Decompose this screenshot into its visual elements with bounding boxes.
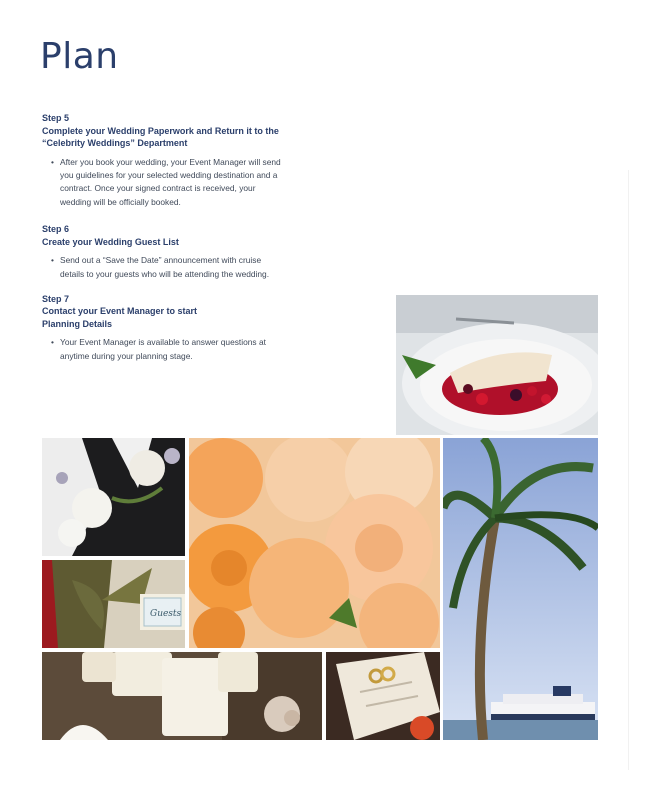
step-7-heading-line-2: Planning Details [42, 318, 113, 329]
step-5 [42, 112, 342, 209]
guest-card-text: Guests [150, 609, 182, 619]
step-7 [42, 293, 342, 363]
bullet-line: anytime during your planning stage. [60, 350, 193, 361]
candles-photo [42, 652, 322, 740]
step-6-bullet [60, 254, 342, 281]
step-6-bullets [42, 254, 342, 281]
step-6-heading-line-1: Create your Wedding Guest List [42, 236, 179, 247]
bullet-line: • Send out a “Save the Date” announcement with cruise [60, 255, 262, 266]
step-5-number: Step 5 [42, 113, 70, 123]
dessert-photo [396, 295, 598, 435]
step-5-heading-line-2: “Celebrity Weddings” Department [42, 138, 188, 148]
rings-image [326, 652, 440, 740]
page-title: Plan [40, 36, 119, 77]
rings-photo [326, 652, 440, 740]
ribbon-card-photo [42, 560, 185, 648]
palm-ship-photo [443, 438, 598, 740]
step-5-bullet [60, 156, 342, 210]
step-6-number: Step 6 [42, 224, 70, 235]
step-5-bullets [42, 156, 342, 210]
candles-image [42, 652, 322, 740]
page-edge-line [628, 170, 629, 770]
boutonniere-image [42, 438, 185, 556]
step-6 [42, 223, 342, 281]
boutonniere-photo [42, 438, 185, 556]
roses-photo [189, 438, 440, 648]
steps-list [42, 112, 342, 373]
ribbon-card-image [42, 560, 185, 648]
dessert-image [396, 295, 598, 435]
step-7-bullet [60, 336, 342, 363]
palm-ship-image [443, 438, 598, 740]
step-7-bullets [42, 336, 342, 363]
step-7-number: Step 7 [42, 293, 70, 304]
step-7-heading-line-1: Contact your Event Manager to start [42, 306, 198, 317]
bullet-line: details to your guests who will be attending the wedding. [60, 268, 270, 279]
roses-image [189, 438, 440, 648]
bullet-line: you guidelines for your selected wedding destination and a [60, 169, 278, 180]
step-5-heading-line-1: Complete your Wedding Paperwork and Return it to the [42, 125, 279, 136]
bullet-line: • Your Event Manager is available to answer questions at [60, 337, 266, 348]
bullet-line: contract. Once your signed contract is received, your [60, 183, 256, 194]
bullet-line: wedding will be officially booked. [60, 196, 181, 207]
bullet-line: • After you book your wedding, your Event Manager will send [60, 156, 281, 167]
